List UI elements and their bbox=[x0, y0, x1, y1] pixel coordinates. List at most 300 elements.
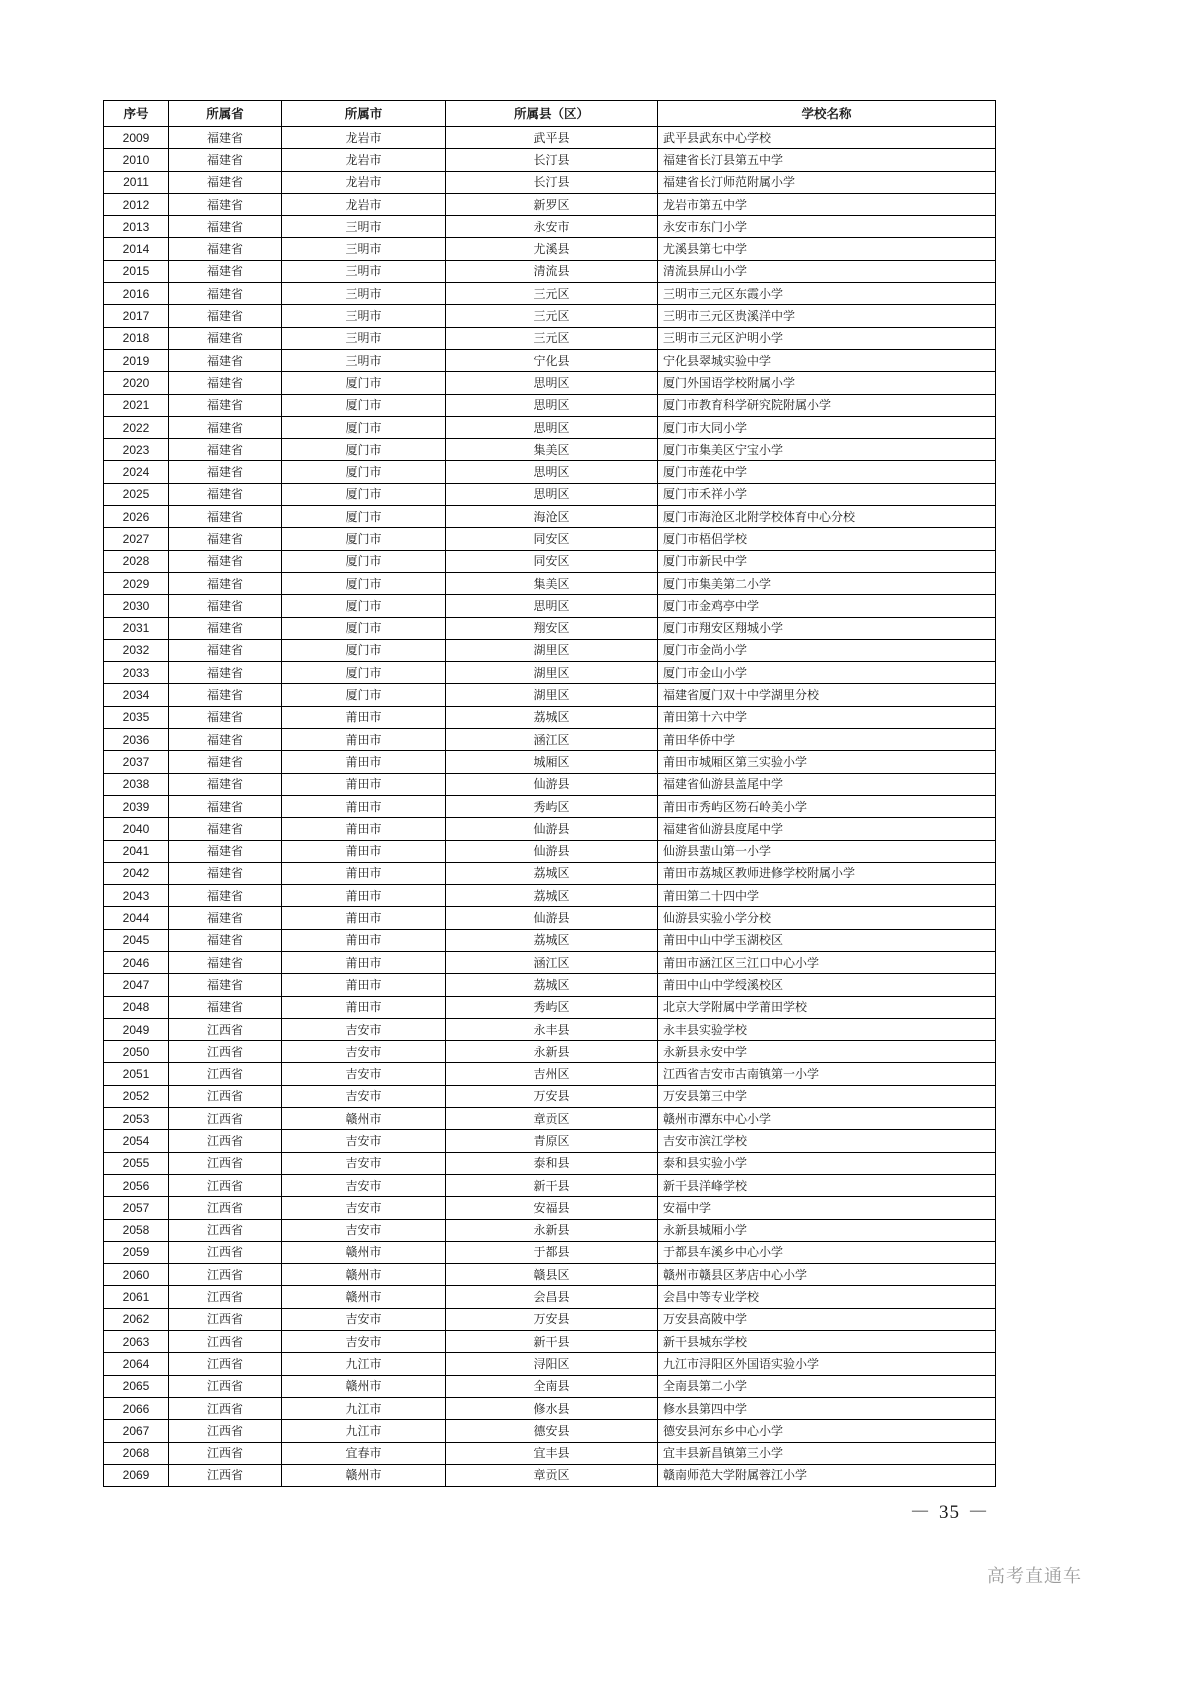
cell-serial-number: 2062 bbox=[104, 1308, 169, 1330]
cell-city: 龙岩市 bbox=[282, 149, 446, 171]
cell-province: 福建省 bbox=[169, 729, 282, 751]
cell-school-name: 厦门市金山小学 bbox=[658, 662, 996, 684]
cell-county: 思明区 bbox=[446, 394, 658, 416]
cell-city: 莆田市 bbox=[282, 862, 446, 884]
cell-serial-number: 2032 bbox=[104, 639, 169, 661]
cell-county: 集美区 bbox=[446, 572, 658, 594]
cell-serial-number: 2068 bbox=[104, 1442, 169, 1464]
cell-city: 厦门市 bbox=[282, 372, 446, 394]
cell-school-name: 厦门市海沧区北附学校体育中心分校 bbox=[658, 506, 996, 528]
cell-county: 新罗区 bbox=[446, 193, 658, 215]
cell-county: 浔阳区 bbox=[446, 1353, 658, 1375]
table-row bbox=[104, 1018, 996, 1040]
cell-school-name: 永新县城厢小学 bbox=[658, 1219, 996, 1241]
cell-province: 福建省 bbox=[169, 595, 282, 617]
cell-school-name: 厦门市翔安区翔城小学 bbox=[658, 617, 996, 639]
cell-city: 赣州市 bbox=[282, 1241, 446, 1263]
cell-county: 思明区 bbox=[446, 461, 658, 483]
cell-county: 仙游县 bbox=[446, 840, 658, 862]
table-row bbox=[104, 528, 996, 550]
cell-county: 武平县 bbox=[446, 127, 658, 149]
cell-school-name: 德安县河东乡中心小学 bbox=[658, 1420, 996, 1442]
cell-province: 福建省 bbox=[169, 550, 282, 572]
header-school-name: 学校名称 bbox=[658, 101, 996, 127]
cell-school-name: 厦门市集美区宁宝小学 bbox=[658, 439, 996, 461]
cell-city: 莆田市 bbox=[282, 951, 446, 973]
cell-school-name: 江西省吉安市古南镇第一小学 bbox=[658, 1063, 996, 1085]
cell-city: 三明市 bbox=[282, 327, 446, 349]
table-row bbox=[104, 193, 996, 215]
cell-school-name: 厦门市金尚小学 bbox=[658, 639, 996, 661]
cell-province: 福建省 bbox=[169, 260, 282, 282]
table-row bbox=[104, 1264, 996, 1286]
cell-province: 福建省 bbox=[169, 751, 282, 773]
cell-serial-number: 2048 bbox=[104, 996, 169, 1018]
cell-city: 厦门市 bbox=[282, 461, 446, 483]
cell-school-name: 仙游县实验小学分校 bbox=[658, 907, 996, 929]
cell-serial-number: 2053 bbox=[104, 1108, 169, 1130]
cell-county: 尤溪县 bbox=[446, 238, 658, 260]
table-row bbox=[104, 729, 996, 751]
cell-school-name: 龙岩市第五中学 bbox=[658, 193, 996, 215]
cell-serial-number: 2051 bbox=[104, 1063, 169, 1085]
header-serial-number: 序号 bbox=[104, 101, 169, 127]
cell-school-name: 泰和县实验小学 bbox=[658, 1152, 996, 1174]
cell-school-name: 修水县第四中学 bbox=[658, 1397, 996, 1419]
cell-province: 福建省 bbox=[169, 193, 282, 215]
cell-province: 福建省 bbox=[169, 907, 282, 929]
cell-county: 永安市 bbox=[446, 216, 658, 238]
table-body bbox=[104, 127, 996, 1487]
cell-serial-number: 2025 bbox=[104, 483, 169, 505]
cell-school-name: 莆田中山中学绶溪校区 bbox=[658, 974, 996, 996]
cell-serial-number: 2020 bbox=[104, 372, 169, 394]
cell-school-name: 赣南师范大学附属蓉江小学 bbox=[658, 1464, 996, 1486]
cell-city: 莆田市 bbox=[282, 996, 446, 1018]
table-row bbox=[104, 483, 996, 505]
cell-school-name: 福建省仙游县度尾中学 bbox=[658, 818, 996, 840]
cell-serial-number: 2058 bbox=[104, 1219, 169, 1241]
cell-province: 福建省 bbox=[169, 662, 282, 684]
cell-serial-number: 2054 bbox=[104, 1130, 169, 1152]
table-row bbox=[104, 461, 996, 483]
cell-serial-number: 2047 bbox=[104, 974, 169, 996]
cell-county: 泰和县 bbox=[446, 1152, 658, 1174]
cell-county: 同安区 bbox=[446, 528, 658, 550]
cell-province: 福建省 bbox=[169, 795, 282, 817]
cell-province: 福建省 bbox=[169, 862, 282, 884]
cell-county: 三元区 bbox=[446, 305, 658, 327]
cell-school-name: 永新县永安中学 bbox=[658, 1041, 996, 1063]
cell-county: 三元区 bbox=[446, 327, 658, 349]
cell-province: 福建省 bbox=[169, 528, 282, 550]
cell-serial-number: 2011 bbox=[104, 171, 169, 193]
cell-province: 江西省 bbox=[169, 1397, 282, 1419]
cell-city: 莆田市 bbox=[282, 751, 446, 773]
table-row bbox=[104, 595, 996, 617]
table-row bbox=[104, 372, 996, 394]
cell-school-name: 尤溪县第七中学 bbox=[658, 238, 996, 260]
cell-city: 厦门市 bbox=[282, 528, 446, 550]
cell-county: 涵江区 bbox=[446, 729, 658, 751]
cell-serial-number: 2026 bbox=[104, 506, 169, 528]
page-number-dash-left: — bbox=[912, 1502, 929, 1519]
cell-serial-number: 2016 bbox=[104, 283, 169, 305]
cell-province: 福建省 bbox=[169, 885, 282, 907]
cell-city: 三明市 bbox=[282, 305, 446, 327]
cell-serial-number: 2024 bbox=[104, 461, 169, 483]
cell-county: 青原区 bbox=[446, 1130, 658, 1152]
cell-province: 福建省 bbox=[169, 706, 282, 728]
cell-county: 万安县 bbox=[446, 1085, 658, 1107]
cell-county: 吉州区 bbox=[446, 1063, 658, 1085]
cell-province: 江西省 bbox=[169, 1063, 282, 1085]
cell-city: 三明市 bbox=[282, 238, 446, 260]
table-row bbox=[104, 1197, 996, 1219]
cell-school-name: 仙游县蜚山第一小学 bbox=[658, 840, 996, 862]
cell-city: 三明市 bbox=[282, 349, 446, 371]
cell-county: 思明区 bbox=[446, 595, 658, 617]
table-row bbox=[104, 706, 996, 728]
cell-province: 福建省 bbox=[169, 773, 282, 795]
cell-county: 德安县 bbox=[446, 1420, 658, 1442]
cell-serial-number: 2015 bbox=[104, 260, 169, 282]
table-row bbox=[104, 795, 996, 817]
cell-city: 厦门市 bbox=[282, 439, 446, 461]
cell-serial-number: 2044 bbox=[104, 907, 169, 929]
cell-city: 厦门市 bbox=[282, 617, 446, 639]
cell-serial-number: 2052 bbox=[104, 1085, 169, 1107]
cell-county: 城厢区 bbox=[446, 751, 658, 773]
cell-school-name: 九江市浔阳区外国语实验小学 bbox=[658, 1353, 996, 1375]
cell-province: 福建省 bbox=[169, 506, 282, 528]
table-row bbox=[104, 818, 996, 840]
cell-city: 吉安市 bbox=[282, 1152, 446, 1174]
cell-city: 厦门市 bbox=[282, 483, 446, 505]
cell-serial-number: 2069 bbox=[104, 1464, 169, 1486]
cell-serial-number: 2064 bbox=[104, 1353, 169, 1375]
cell-province: 福建省 bbox=[169, 349, 282, 371]
table-row bbox=[104, 885, 996, 907]
cell-county: 赣县区 bbox=[446, 1264, 658, 1286]
cell-province: 江西省 bbox=[169, 1041, 282, 1063]
cell-city: 宜春市 bbox=[282, 1442, 446, 1464]
table-row bbox=[104, 840, 996, 862]
table-row bbox=[104, 1286, 996, 1308]
watermark-text: 高考直通车 bbox=[987, 1566, 1082, 1586]
cell-city: 吉安市 bbox=[282, 1308, 446, 1330]
cell-county: 翔安区 bbox=[446, 617, 658, 639]
table-row bbox=[104, 1420, 996, 1442]
cell-school-name: 莆田市秀屿区笏石岭美小学 bbox=[658, 795, 996, 817]
cell-county: 仙游县 bbox=[446, 773, 658, 795]
cell-county: 涵江区 bbox=[446, 951, 658, 973]
cell-school-name: 厦门市教育科学研究院附属小学 bbox=[658, 394, 996, 416]
table-row bbox=[104, 1041, 996, 1063]
cell-serial-number: 2012 bbox=[104, 193, 169, 215]
cell-serial-number: 2014 bbox=[104, 238, 169, 260]
cell-county: 仙游县 bbox=[446, 907, 658, 929]
cell-province: 福建省 bbox=[169, 929, 282, 951]
cell-serial-number: 2063 bbox=[104, 1331, 169, 1353]
cell-school-name: 安福中学 bbox=[658, 1197, 996, 1219]
table-row bbox=[104, 327, 996, 349]
cell-county: 荔城区 bbox=[446, 862, 658, 884]
cell-county: 湖里区 bbox=[446, 684, 658, 706]
cell-province: 江西省 bbox=[169, 1130, 282, 1152]
table-row bbox=[104, 1174, 996, 1196]
cell-county: 三元区 bbox=[446, 283, 658, 305]
table-row bbox=[104, 907, 996, 929]
cell-county: 长汀县 bbox=[446, 149, 658, 171]
cell-city: 吉安市 bbox=[282, 1219, 446, 1241]
cell-city: 吉安市 bbox=[282, 1174, 446, 1196]
cell-school-name: 赣州市潭东中心小学 bbox=[658, 1108, 996, 1130]
table-row bbox=[104, 684, 996, 706]
cell-province: 福建省 bbox=[169, 483, 282, 505]
cell-county: 宜丰县 bbox=[446, 1442, 658, 1464]
table-row bbox=[104, 1331, 996, 1353]
cell-city: 莆田市 bbox=[282, 773, 446, 795]
cell-serial-number: 2017 bbox=[104, 305, 169, 327]
cell-county: 会昌县 bbox=[446, 1286, 658, 1308]
cell-county: 秀屿区 bbox=[446, 996, 658, 1018]
cell-school-name: 宜丰县新昌镇第三小学 bbox=[658, 1442, 996, 1464]
cell-school-name: 莆田市荔城区教师进修学校附属小学 bbox=[658, 862, 996, 884]
cell-serial-number: 2042 bbox=[104, 862, 169, 884]
cell-county: 湖里区 bbox=[446, 639, 658, 661]
cell-serial-number: 2030 bbox=[104, 595, 169, 617]
cell-county: 永丰县 bbox=[446, 1018, 658, 1040]
school-list-table bbox=[103, 100, 996, 1487]
cell-province: 福建省 bbox=[169, 305, 282, 327]
cell-city: 三明市 bbox=[282, 283, 446, 305]
cell-province: 福建省 bbox=[169, 216, 282, 238]
cell-serial-number: 2037 bbox=[104, 751, 169, 773]
cell-province: 江西省 bbox=[169, 1152, 282, 1174]
cell-city: 莆田市 bbox=[282, 885, 446, 907]
cell-province: 江西省 bbox=[169, 1331, 282, 1353]
cell-school-name: 万安县第三中学 bbox=[658, 1085, 996, 1107]
table-row bbox=[104, 974, 996, 996]
cell-city: 吉安市 bbox=[282, 1041, 446, 1063]
cell-city: 厦门市 bbox=[282, 639, 446, 661]
cell-serial-number: 2031 bbox=[104, 617, 169, 639]
cell-city: 莆田市 bbox=[282, 974, 446, 996]
table-row bbox=[104, 171, 996, 193]
cell-county: 海沧区 bbox=[446, 506, 658, 528]
cell-city: 莆田市 bbox=[282, 907, 446, 929]
cell-city: 吉安市 bbox=[282, 1063, 446, 1085]
cell-school-name: 厦门外国语学校附属小学 bbox=[658, 372, 996, 394]
table-row bbox=[104, 349, 996, 371]
cell-school-name: 三明市三元区贵溪洋中学 bbox=[658, 305, 996, 327]
table-row bbox=[104, 662, 996, 684]
cell-province: 福建省 bbox=[169, 684, 282, 706]
table-row bbox=[104, 1219, 996, 1241]
cell-school-name: 厦门市新民中学 bbox=[658, 550, 996, 572]
cell-province: 江西省 bbox=[169, 1264, 282, 1286]
cell-school-name: 吉安市滨江学校 bbox=[658, 1130, 996, 1152]
cell-county: 修水县 bbox=[446, 1397, 658, 1419]
cell-province: 福建省 bbox=[169, 372, 282, 394]
page-number-dash-right: — bbox=[970, 1502, 987, 1519]
cell-city: 厦门市 bbox=[282, 662, 446, 684]
cell-province: 福建省 bbox=[169, 283, 282, 305]
cell-school-name: 北京大学附属中学莆田学校 bbox=[658, 996, 996, 1018]
cell-county: 永新县 bbox=[446, 1041, 658, 1063]
table-row bbox=[104, 149, 996, 171]
cell-city: 龙岩市 bbox=[282, 193, 446, 215]
cell-serial-number: 2028 bbox=[104, 550, 169, 572]
cell-city: 厦门市 bbox=[282, 550, 446, 572]
cell-province: 江西省 bbox=[169, 1308, 282, 1330]
cell-city: 三明市 bbox=[282, 260, 446, 282]
table-row bbox=[104, 1353, 996, 1375]
cell-serial-number: 2061 bbox=[104, 1286, 169, 1308]
cell-school-name: 厦门市莲花中学 bbox=[658, 461, 996, 483]
table-row bbox=[104, 751, 996, 773]
cell-city: 厦门市 bbox=[282, 684, 446, 706]
cell-county: 荔城区 bbox=[446, 929, 658, 951]
header-county: 所属县（区） bbox=[446, 101, 658, 127]
cell-city: 赣州市 bbox=[282, 1375, 446, 1397]
cell-school-name: 永丰县实验学校 bbox=[658, 1018, 996, 1040]
table-row bbox=[104, 617, 996, 639]
table-row bbox=[104, 260, 996, 282]
cell-school-name: 武平县武东中心学校 bbox=[658, 127, 996, 149]
cell-city: 赣州市 bbox=[282, 1286, 446, 1308]
cell-county: 新干县 bbox=[446, 1174, 658, 1196]
cell-province: 江西省 bbox=[169, 1375, 282, 1397]
cell-school-name: 莆田第二十四中学 bbox=[658, 885, 996, 907]
cell-city: 三明市 bbox=[282, 216, 446, 238]
cell-school-name: 永安市东门小学 bbox=[658, 216, 996, 238]
cell-province: 江西省 bbox=[169, 1353, 282, 1375]
cell-school-name: 三明市三元区东霞小学 bbox=[658, 283, 996, 305]
cell-school-name: 赣州市赣县区茅店中心小学 bbox=[658, 1264, 996, 1286]
table-row bbox=[104, 439, 996, 461]
table-row bbox=[104, 996, 996, 1018]
cell-province: 福建省 bbox=[169, 394, 282, 416]
cell-serial-number: 2022 bbox=[104, 416, 169, 438]
cell-serial-number: 2018 bbox=[104, 327, 169, 349]
cell-serial-number: 2045 bbox=[104, 929, 169, 951]
table-row bbox=[104, 639, 996, 661]
cell-serial-number: 2023 bbox=[104, 439, 169, 461]
cell-serial-number: 2027 bbox=[104, 528, 169, 550]
cell-province: 江西省 bbox=[169, 1085, 282, 1107]
cell-city: 莆田市 bbox=[282, 840, 446, 862]
cell-serial-number: 2033 bbox=[104, 662, 169, 684]
cell-county: 思明区 bbox=[446, 483, 658, 505]
table-row bbox=[104, 216, 996, 238]
cell-serial-number: 2039 bbox=[104, 795, 169, 817]
cell-city: 厦门市 bbox=[282, 416, 446, 438]
cell-school-name: 福建省长汀师范附属小学 bbox=[658, 171, 996, 193]
cell-serial-number: 2055 bbox=[104, 1152, 169, 1174]
cell-serial-number: 2049 bbox=[104, 1018, 169, 1040]
table-row bbox=[104, 238, 996, 260]
cell-serial-number: 2034 bbox=[104, 684, 169, 706]
cell-serial-number: 2059 bbox=[104, 1241, 169, 1263]
header-city: 所属市 bbox=[282, 101, 446, 127]
cell-school-name: 莆田华侨中学 bbox=[658, 729, 996, 751]
table-row bbox=[104, 1085, 996, 1107]
cell-province: 江西省 bbox=[169, 1108, 282, 1130]
cell-serial-number: 2056 bbox=[104, 1174, 169, 1196]
cell-province: 福建省 bbox=[169, 171, 282, 193]
cell-serial-number: 2040 bbox=[104, 818, 169, 840]
table-row bbox=[104, 1442, 996, 1464]
cell-school-name: 于都县车溪乡中心小学 bbox=[658, 1241, 996, 1263]
table-row bbox=[104, 862, 996, 884]
cell-county: 章贡区 bbox=[446, 1464, 658, 1486]
cell-school-name: 莆田市城厢区第三实验小学 bbox=[658, 751, 996, 773]
table-row bbox=[104, 951, 996, 973]
cell-city: 九江市 bbox=[282, 1397, 446, 1419]
cell-school-name: 万安县高陂中学 bbox=[658, 1308, 996, 1330]
header-province: 所属省 bbox=[169, 101, 282, 127]
cell-province: 江西省 bbox=[169, 1219, 282, 1241]
cell-province: 福建省 bbox=[169, 127, 282, 149]
cell-school-name: 全南县第二小学 bbox=[658, 1375, 996, 1397]
table-row bbox=[104, 305, 996, 327]
cell-serial-number: 2035 bbox=[104, 706, 169, 728]
table-header-row bbox=[104, 101, 996, 127]
table-row bbox=[104, 1063, 996, 1085]
cell-city: 九江市 bbox=[282, 1353, 446, 1375]
table-row bbox=[104, 506, 996, 528]
cell-school-name: 新干县城东学校 bbox=[658, 1331, 996, 1353]
cell-city: 吉安市 bbox=[282, 1130, 446, 1152]
cell-city: 厦门市 bbox=[282, 394, 446, 416]
table-row bbox=[104, 1130, 996, 1152]
cell-province: 江西省 bbox=[169, 1174, 282, 1196]
cell-city: 莆田市 bbox=[282, 929, 446, 951]
cell-serial-number: 2010 bbox=[104, 149, 169, 171]
cell-province: 福建省 bbox=[169, 572, 282, 594]
cell-serial-number: 2050 bbox=[104, 1041, 169, 1063]
cell-province: 江西省 bbox=[169, 1286, 282, 1308]
table-row bbox=[104, 572, 996, 594]
table-row bbox=[104, 1397, 996, 1419]
cell-county: 于都县 bbox=[446, 1241, 658, 1263]
cell-province: 福建省 bbox=[169, 461, 282, 483]
cell-province: 福建省 bbox=[169, 416, 282, 438]
table-row bbox=[104, 773, 996, 795]
cell-province: 福建省 bbox=[169, 149, 282, 171]
table-row bbox=[104, 1241, 996, 1263]
cell-city: 赣州市 bbox=[282, 1464, 446, 1486]
cell-county: 思明区 bbox=[446, 416, 658, 438]
cell-city: 厦门市 bbox=[282, 595, 446, 617]
cell-province: 江西省 bbox=[169, 1420, 282, 1442]
cell-county: 同安区 bbox=[446, 550, 658, 572]
cell-city: 吉安市 bbox=[282, 1331, 446, 1353]
cell-province: 福建省 bbox=[169, 996, 282, 1018]
cell-serial-number: 2060 bbox=[104, 1264, 169, 1286]
cell-serial-number: 2043 bbox=[104, 885, 169, 907]
table-row bbox=[104, 1152, 996, 1174]
cell-province: 福建省 bbox=[169, 639, 282, 661]
cell-serial-number: 2057 bbox=[104, 1197, 169, 1219]
table-row bbox=[104, 416, 996, 438]
cell-school-name: 福建省厦门双十中学湖里分校 bbox=[658, 684, 996, 706]
table-row bbox=[104, 283, 996, 305]
cell-serial-number: 2066 bbox=[104, 1397, 169, 1419]
cell-county: 仙游县 bbox=[446, 818, 658, 840]
